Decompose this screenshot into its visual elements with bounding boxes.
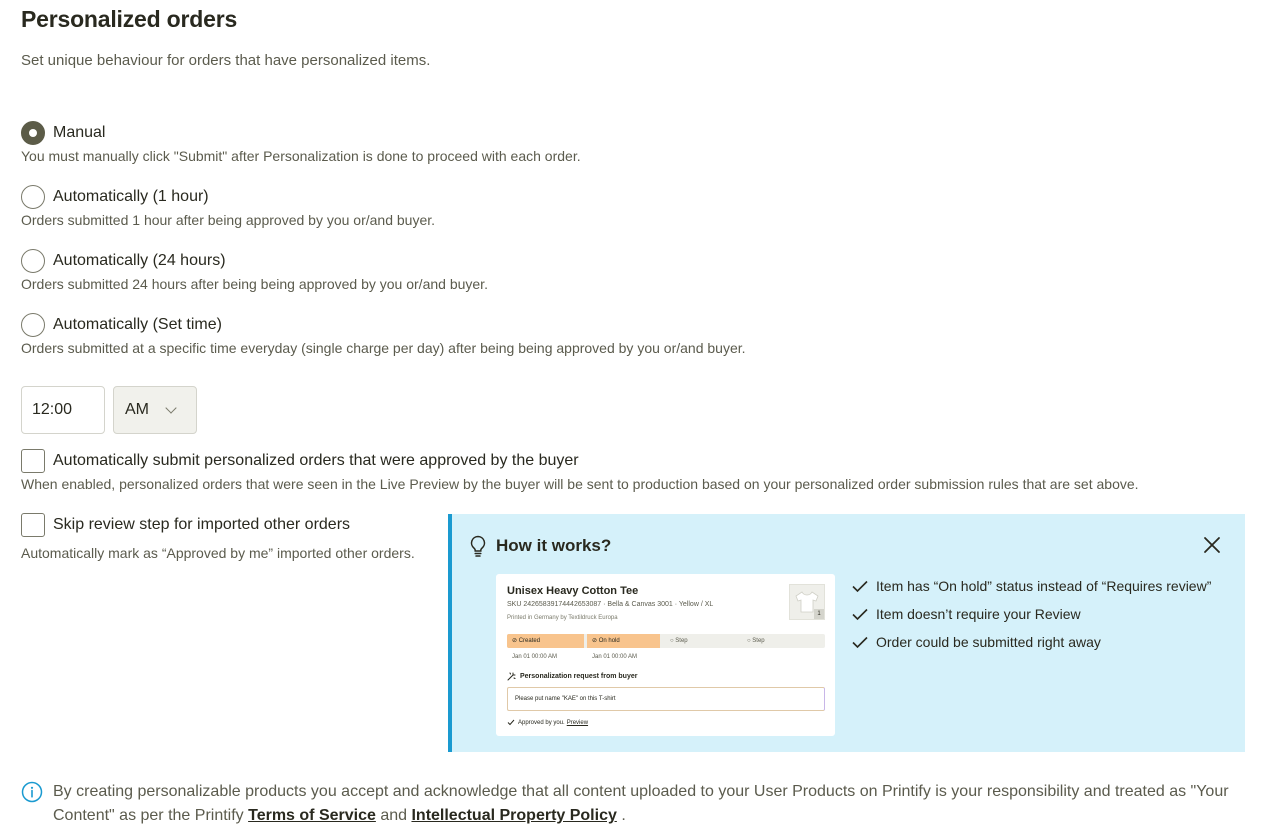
radio-manual[interactable]	[21, 121, 45, 145]
info-icon	[21, 781, 43, 803]
preview-product-thumbnail	[789, 584, 825, 620]
auto-submit-checkbox[interactable]	[21, 449, 45, 473]
preview-request-text: Please put name "KAE" on this T-shirt	[507, 687, 825, 711]
am-pm-value: AM	[125, 401, 149, 418]
option-auto-24h	[21, 249, 488, 292]
preview-printed-by: Printed in Germany by Textildruck Europa	[507, 615, 618, 621]
option-auto-set-time-row[interactable]	[21, 313, 746, 337]
option-auto-set-time-description: Orders submitted at a specific time everyday (single charge per day) after being being approved by you or/and buyer.	[21, 340, 746, 356]
am-pm-select[interactable]	[113, 386, 197, 434]
close-icon[interactable]	[1203, 536, 1221, 554]
option-auto-set-time-label[interactable]: Automatically (Set time)	[53, 316, 222, 333]
option-manual-row[interactable]	[21, 121, 581, 145]
preview-status-steps	[507, 634, 825, 648]
preview-step-on-hold: ⊘ On hold	[587, 634, 660, 648]
option-auto-1h-row[interactable]	[21, 185, 435, 209]
order-preview-image	[496, 574, 835, 736]
skip-review-option	[21, 513, 350, 537]
preview-date-on-hold: Jan 01 00:00 AM	[592, 654, 638, 660]
preview-thumbnail-badge: 1	[814, 609, 824, 619]
option-auto-1h-label[interactable]: Automatically (1 hour)	[53, 188, 209, 205]
ip-policy-link[interactable]: Intellectual Property Policy	[411, 807, 617, 824]
how-it-works-title: How it works?	[496, 536, 612, 555]
chevron-down-icon	[165, 402, 176, 413]
preview-step-created: ⊘ Created	[507, 634, 584, 648]
preview-date-created: Jan 01 00:00 AM	[512, 654, 558, 660]
radio-auto-24h[interactable]	[21, 249, 45, 273]
check-icon	[852, 604, 868, 624]
legal-notice	[21, 780, 1251, 826]
check-icon	[852, 576, 868, 596]
magic-wand-icon	[507, 672, 516, 681]
preview-step-4: ○ Step	[747, 638, 765, 644]
page-title: Personalized orders	[21, 6, 238, 32]
check-icon	[507, 719, 515, 726]
lightbulb-icon	[468, 535, 488, 557]
option-manual-label[interactable]: Manual	[53, 124, 106, 141]
option-manual-description: You must manually click "Submit" after Personalization is done to proceed with each order.	[21, 148, 581, 164]
auto-submit-label[interactable]: Automatically submit personalized orders that were approved by the buyer	[53, 452, 579, 469]
how-it-works-list	[852, 576, 1212, 660]
list-item: Item has “On hold” status instead of “Requires review”	[852, 576, 1212, 596]
option-auto-set-time	[21, 313, 746, 356]
skip-review-checkbox[interactable]	[21, 513, 45, 537]
option-auto-24h-description: Orders submitted 24 hours after being being approved by you or/and buyer.	[21, 276, 488, 292]
page-subtitle: Set unique behaviour for orders that have personalized items.	[21, 52, 431, 69]
option-auto-24h-row[interactable]	[21, 249, 488, 273]
preview-link: Preview	[566, 719, 589, 726]
radio-auto-set-time[interactable]	[21, 313, 45, 337]
auto-submit-description: When enabled, personalized orders that were seen in the Live Preview by the buyer will be sent to production based on your personalized order submission rules that are set above.	[21, 476, 1139, 492]
list-item: Item doesn’t require your Review	[852, 604, 1212, 624]
skip-review-row[interactable]	[21, 513, 350, 537]
option-auto-24h-label[interactable]: Automatically (24 hours)	[53, 252, 226, 269]
preview-sku: SKU 24265839174442653087 · Bella & Canvas 3001 · Yellow / XL	[507, 601, 714, 608]
preview-request-title: Personalization request from buyer	[507, 672, 637, 681]
check-icon	[852, 632, 868, 652]
terms-of-service-link[interactable]: Terms of Service	[248, 807, 376, 824]
skip-review-description: Automatically mark as “Approved by me” imported other orders.	[21, 545, 415, 561]
auto-submit-row[interactable]	[21, 449, 1139, 473]
skip-review-label[interactable]: Skip review step for imported other orders	[53, 516, 351, 533]
how-it-works-panel	[448, 514, 1245, 752]
preview-product-title: Unisex Heavy Cotton Tee	[507, 585, 639, 597]
option-auto-1h	[21, 185, 435, 228]
option-auto-1h-description: Orders submitted 1 hour after being approved by you or/and buyer.	[21, 212, 436, 228]
auto-submit-option	[21, 449, 1139, 492]
legal-notice-text: By creating personalizable products you accept and acknowledge that all content uploaded to your User Products on Printify is your responsibility and treated as "Your Content" as per the Printify Terms of Service and Intellectual Property Policy .	[53, 783, 1229, 824]
preview-step-3: ○ Step	[670, 638, 688, 644]
preview-approved: Approved by you. Preview	[507, 719, 588, 726]
radio-auto-1h[interactable]	[21, 185, 45, 209]
time-input[interactable]	[21, 386, 105, 434]
option-manual	[21, 121, 581, 164]
list-item: Order could be submitted right away	[852, 632, 1212, 652]
how-it-works-header	[468, 535, 611, 557]
